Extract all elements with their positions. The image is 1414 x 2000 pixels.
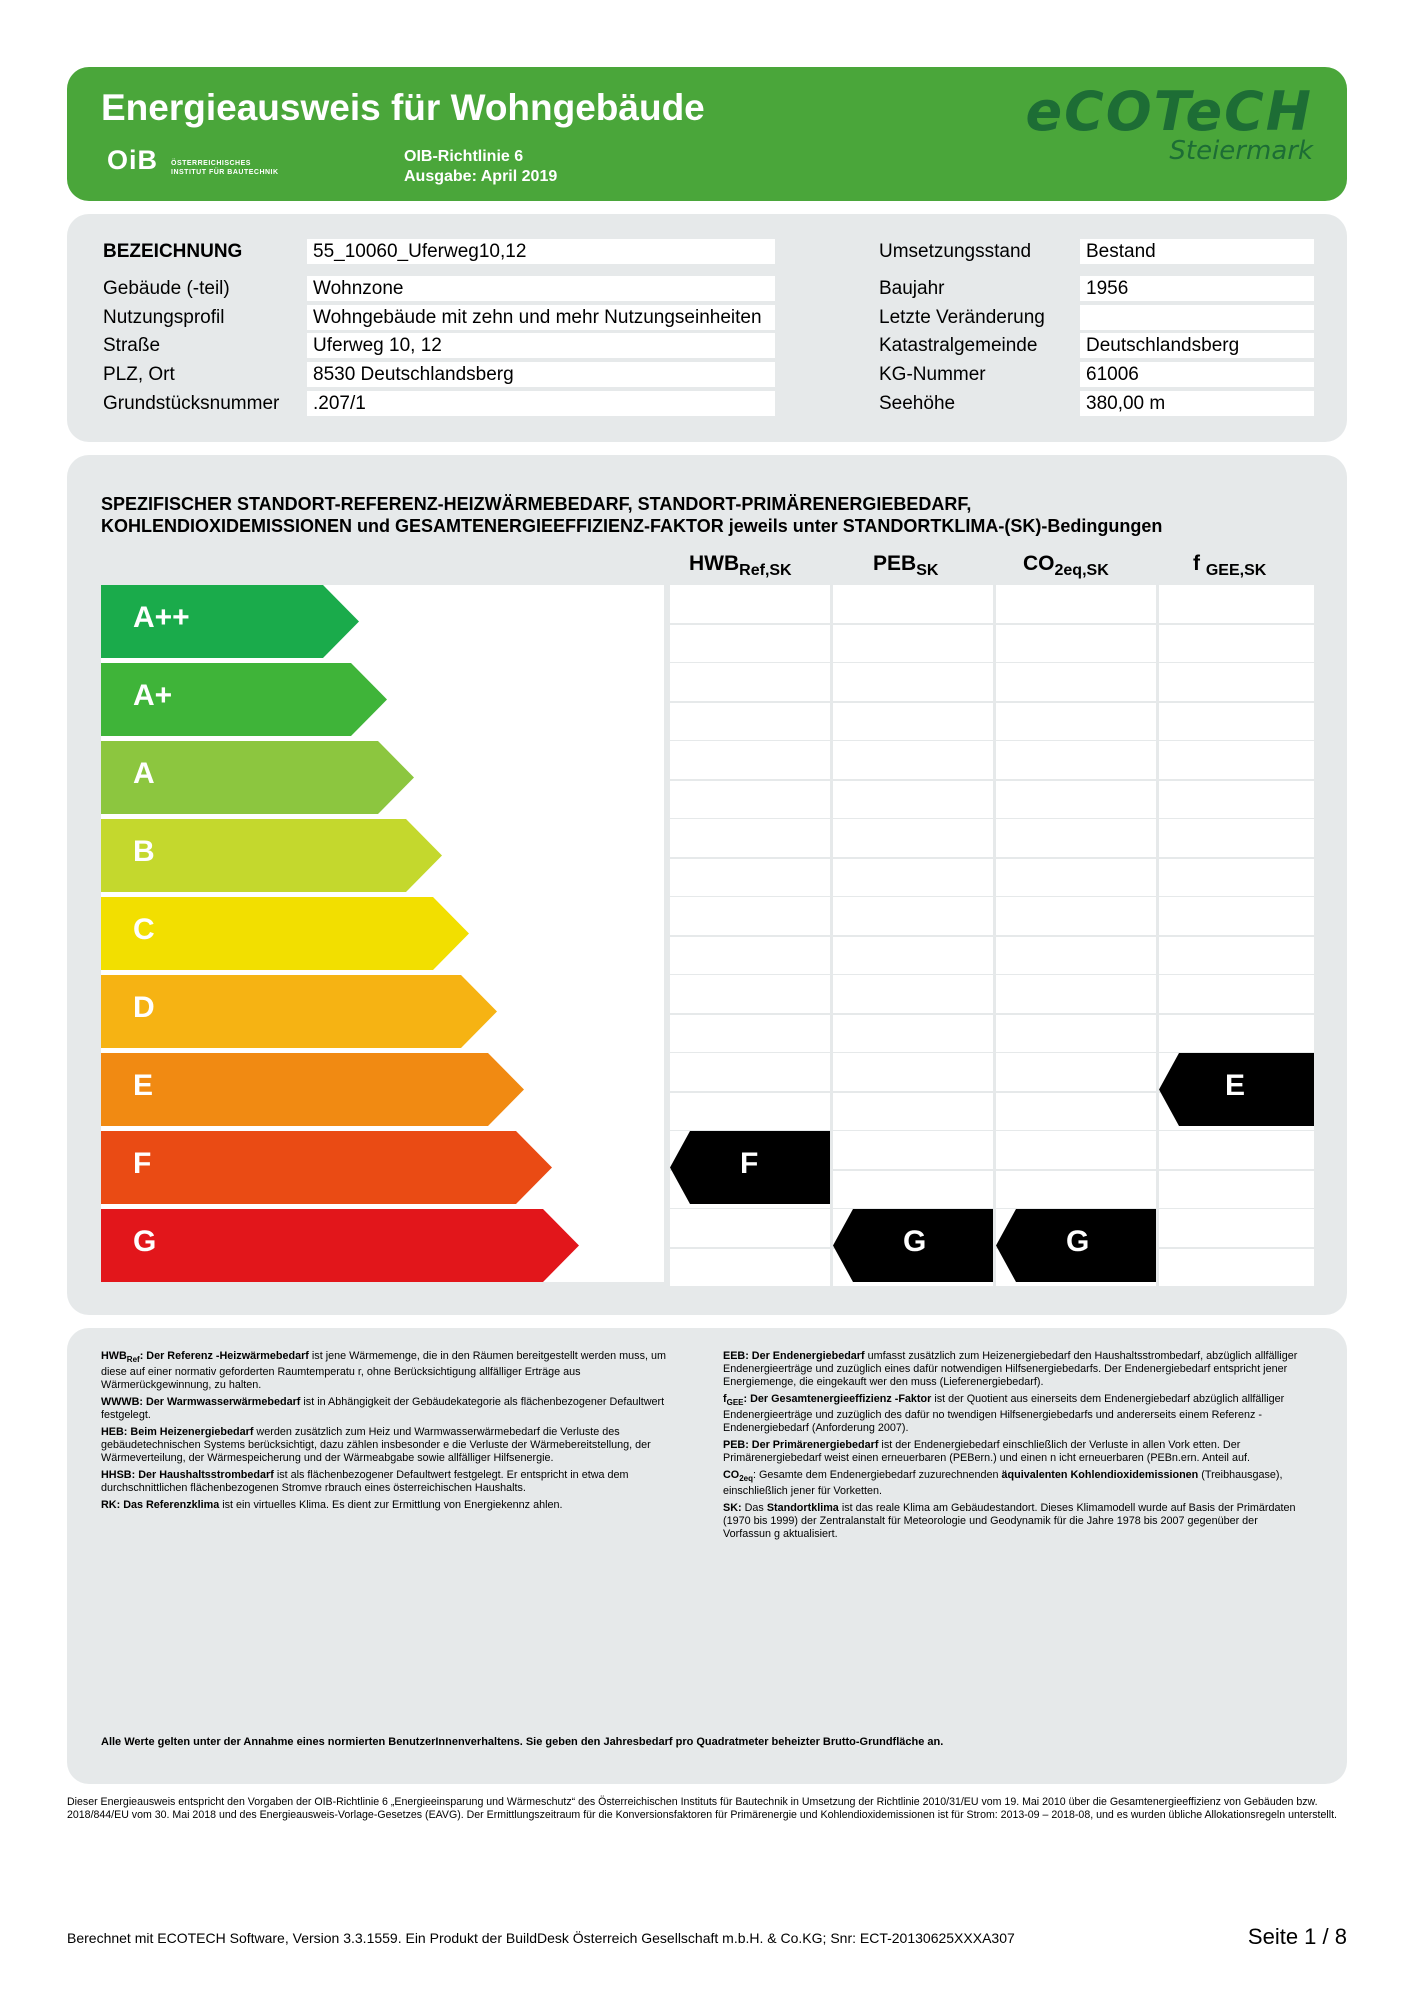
grid-cell: [833, 819, 993, 857]
umsetzung-label: Umsetzungsstand: [879, 241, 1032, 262]
grid-cell: [996, 585, 1156, 623]
def-co2-sub: 2eq: [739, 1474, 753, 1484]
scale-heading-line2: KOHLENDIOXIDEMISSIONEN und GESAMTENERGIEEFFIZIENZ-FAKTOR jeweils unter STANDORTKLIMA-(SK)-Bedingungen: [101, 516, 1163, 536]
def-fgee-term: f: [723, 1393, 727, 1405]
def-co2-name: äquivalenten Kohlendioxidemissionen: [1001, 1469, 1199, 1482]
strasse-label: Straße: [103, 335, 161, 356]
grid-cell: [833, 859, 993, 897]
def-hwb-name: Der Referenz -Heizwärmebedarf: [146, 1350, 309, 1362]
class-arrow-e: [101, 1053, 524, 1126]
class-arrow-label: A++: [133, 601, 190, 634]
grid-cell: [833, 741, 993, 779]
result-marker-fgee: [1159, 1053, 1314, 1126]
def-hhsb-term: HHSB:: [101, 1469, 136, 1482]
grid-cell: [996, 975, 1156, 1013]
assumption-note: Alle Werte gelten unter der Annahme eines normierten BenutzerInnenverhaltens. Sie geben den Jahresbedarf pro Quadratmeter beheizter Brutto-Grundfläche an.: [101, 1736, 944, 1748]
seehoehe-label: Seehöhe: [879, 393, 956, 414]
grid-cell: [996, 625, 1156, 663]
class-arrow-label: A+: [133, 679, 173, 712]
class-arrow-f: [101, 1131, 552, 1204]
def-sk-term: SK:: [723, 1502, 742, 1515]
grid-cell: [1159, 937, 1314, 975]
header-banner: [67, 67, 1347, 201]
column-header-peb-main: PEB: [873, 552, 917, 575]
class-arrow-label: A: [133, 757, 155, 790]
grid-cell: [996, 937, 1156, 975]
def-hhsb: [101, 1469, 681, 1495]
def-fgee-text: ist der Quotient aus einerseits dem Endenergiebedarf abzüglich allfälliger Endenergieerträge und zuzüglich des dafür no twendigen Hilfsenergiebedarfs und andererseits einem Referenz -Endenergiebedarf (Anforderung 2007).: [723, 1393, 1285, 1435]
def-sk: [723, 1502, 1303, 1541]
definitions-left: [101, 1350, 681, 1516]
grid-cell: [833, 703, 993, 741]
grid-cell: [670, 859, 830, 897]
def-heb-text: werden zusätzlich zum Heiz und Warmwasserwärmebedarf die Verluste des gebäudetechnischen Systems berücksichtigt, dazu zählen insbesonder e die Verluste der Wärmebereitstellung, der Wärmeverteilung, der Wärmespeicherung und der Wärmeabgabe sowie allfälliger Hilfsenergie.: [101, 1426, 651, 1465]
class-arrow-label: B: [133, 835, 155, 868]
def-fgee: $f_{GEE}$: Der Gesamtenergieeffizienz -Faktor ist der Quotient aus einerseits dem Endenergiebedarf abzüglich allfälliger Endenergieerträge und zuzüglich des dafür no twendigen Hilfsenergiebedarfs und andererseits einem Referenz -Endenergiebedarf (Anforderung 2007).: [723, 1393, 1285, 1435]
grid-cell: [1159, 585, 1314, 623]
gebaeude-label: Gebäude (-teil): [103, 278, 230, 299]
class-arrow-c: [101, 897, 469, 970]
grundstueck-value: .207/1: [307, 391, 775, 416]
veraenderung-label: Letzte Veränderung: [879, 307, 1045, 328]
grid-cell: [670, 741, 830, 779]
kg-value: 61006: [1080, 362, 1314, 387]
grid-cell: [670, 781, 830, 819]
baujahr-label: Baujahr: [879, 278, 945, 299]
grid-cell: [996, 1015, 1156, 1053]
grid-cell: [1159, 781, 1314, 819]
def-co2-text2: (Treibhausgase), einschließlich jener für Vorketten.: [723, 1469, 1283, 1498]
oib-logo: [107, 145, 307, 185]
oib-sub-line1: ÖSTERREICHISCHES: [171, 160, 251, 167]
column-header-peb: [873, 552, 938, 580]
grid-cell: [670, 1249, 830, 1287]
def-rk-name: Das Referenzklima: [123, 1499, 220, 1512]
scale-heading-line1: SPEZIFISCHER STANDORT-REFERENZ-HEIZWÄRMEBEDARF, STANDORT-PRIMÄRENERGIEBEDARF,: [101, 494, 972, 514]
grid-cell: [1159, 859, 1314, 897]
bezeichnung-value: 55_10060_Uferweg10,12: [307, 239, 775, 264]
def-wwwb-term: WWWB:: [101, 1396, 143, 1409]
grundstueck-label: Grundstücksnummer: [103, 393, 280, 414]
grid-cell: [833, 585, 993, 623]
gebaeude-value: Wohnzone: [307, 276, 775, 301]
grid-cell: [1159, 975, 1314, 1013]
software-credit: Berechnet mit ECOTECH Software, Version 3.3.1559. Ein Produkt der BuildDesk Österreich Gesellschaft m.b.H. & Co.KG; Snr: ECT-20130625XXXA307: [67, 1930, 1015, 1946]
ecotech-brand: eCOTeCH: [1025, 80, 1313, 143]
grid-cell: [1159, 663, 1314, 701]
definitions-panel: [67, 1328, 1347, 1784]
grid-cell: [833, 781, 993, 819]
grid-cell: [996, 1131, 1156, 1169]
definitions-right: [723, 1350, 1303, 1545]
grid-cell: [670, 1015, 830, 1053]
class-arrow-label: D: [133, 991, 155, 1024]
class-arrow-d: [101, 975, 497, 1048]
def-peb: [723, 1439, 1303, 1465]
strasse-value: Uferweg 10, 12: [307, 333, 775, 358]
grid-cell: [833, 1171, 993, 1209]
grid-cell: [1159, 741, 1314, 779]
grid-cell: [670, 975, 830, 1013]
def-co2-term: CO: [723, 1469, 740, 1482]
veraenderung-value: [1080, 305, 1314, 330]
grid-cell: [996, 1053, 1156, 1091]
def-hwb-sub: Ref: [126, 1355, 140, 1365]
grid-cell: [1159, 897, 1314, 935]
grid-cell: [833, 897, 993, 935]
def-sk-pre: Das: [744, 1502, 764, 1515]
result-marker-hwb: [670, 1131, 830, 1204]
def-sk-text: ist das reale Klima am Gebäudestandort. Dieses Klimamodell wurde auf Basis der Primärdaten (1970 bis 1999) der Zentralanstalt für Meteorologie und Geodynamik für die Jahre 1978 bis 2007 gegenüber der Vorfassun g aktualisiert.: [723, 1502, 1296, 1541]
def-hwb-term: HWB: [101, 1350, 127, 1362]
kg-label: KG-Nummer: [879, 364, 986, 385]
class-arrow-shape: [101, 897, 469, 970]
column-header-hwb-sub: Ref,SK: [739, 562, 792, 580]
column-header-fgee: [1193, 552, 1266, 580]
def-rk-text: ist ein virtuelles Klima. Es dient zur Ermittlung von Energiekennz ahlen.: [222, 1499, 563, 1512]
result-marker-peb: [833, 1209, 993, 1282]
grid-cell: [833, 975, 993, 1013]
grid-cell: [670, 625, 830, 663]
column-header-co2-main: CO: [1023, 552, 1055, 575]
katastral-label: Katastralgemeinde: [879, 335, 1038, 356]
def-heb-name: Beim Heizenergiebedarf: [130, 1426, 254, 1439]
result-marker-co2: [996, 1209, 1156, 1282]
def-wwwb-text: ist in Abhängigkeit der Gebäudekategorie als flächenbezogener Defaultwert festgelegt.: [101, 1396, 665, 1422]
grid-cell: [833, 937, 993, 975]
grid-cell: [996, 859, 1156, 897]
ausgabe-label: Ausgabe: April 2019: [404, 168, 558, 185]
def-wwwb-name: Der Warmwasserwärmebedarf: [145, 1396, 301, 1409]
grid-cell: [833, 663, 993, 701]
class-arrow-shape: [101, 1131, 552, 1204]
grid-cell: [670, 1093, 830, 1131]
column-header-hwb: [689, 552, 792, 580]
class-arrow-aplus: [101, 663, 387, 736]
grid-cell: [996, 1171, 1156, 1209]
nutzungsprofil-label: Nutzungsprofil: [103, 307, 225, 328]
ecotech-region: Steiermark: [1169, 136, 1313, 166]
building-info-panel: [67, 214, 1347, 442]
def-hhsb-text: ist als flächenbezogener Defaultwert festgelegt. Er entspricht in etwa dem durchschnittlichen flächenbezogenen Stromve rbrauch eines österreichischen Haushalts.: [101, 1469, 629, 1495]
page-number: Seite 1 / 8: [1247, 1924, 1347, 1949]
def-sk-name: Standortklima: [766, 1502, 839, 1515]
class-arrow-label: F: [133, 1147, 152, 1180]
grid-cell: [996, 1093, 1156, 1131]
grid-cell: [833, 1131, 993, 1169]
grid-cell: [1159, 819, 1314, 857]
energy-scale-grid: [101, 550, 1314, 1282]
column-headers: [101, 550, 1314, 585]
grid-cell: [670, 1209, 830, 1247]
grid-cell: [1159, 703, 1314, 741]
class-arrow-g: [101, 1209, 579, 1282]
class-arrow-shape: [101, 1053, 524, 1126]
richtlinie-label: OIB-Richtlinie 6: [404, 148, 524, 165]
class-arrow-label: C: [133, 913, 155, 946]
document-title: Energieausweis für Wohngebäude: [101, 87, 705, 128]
grid-cell: [1159, 1209, 1314, 1247]
def-peb-text: ist der Endenergiebedarf einschließlich der Verluste in allen Vork etten. Der Primärenergiebedarf weist einen erneuerbaren (PEBern.) und einen n icht erneuerbaren (PEBn.ern. Anteil auf.: [723, 1439, 1250, 1465]
def-eeb-name: Der Endenergiebedarf: [751, 1350, 865, 1362]
def-fgee-name: Der Gesamtenergieeffizienz -Faktor: [750, 1393, 932, 1405]
def-heb-term: HEB:: [101, 1426, 128, 1439]
result-marker-label: G: [1066, 1225, 1090, 1258]
def-hwb: $HWB_{Ref}$: Der Referenz -Heizwärmebedarf ist jene Wärmemenge, die in den Räumen bereitgestellt werden muss, um diese auf einer normativ geforderten Raumtemperatu r, ohne Berücksichtigung allfälliger Erträge aus Wärmerückgewinnung, zu halten.: [101, 1350, 666, 1392]
baujahr-value: 1956: [1080, 276, 1314, 301]
energy-scale-panel: [67, 455, 1347, 1315]
plz-label: PLZ, Ort: [103, 364, 175, 385]
class-arrow-aplusplus: [101, 585, 359, 658]
grid-cell: [996, 897, 1156, 935]
grid-cell: [996, 741, 1156, 779]
def-wwwb: [101, 1396, 681, 1422]
column-header-co2-sub: 2eq,SK: [1054, 562, 1109, 580]
def-hwb-text: ist jene Wärmemenge, die in den Räumen bereitgestellt werden muss, um diese auf einer normativ geforderten Raumtemperatu r, ohne Berücksichtigung allfälliger Erträge aus Wärmerückgewinnung, zu halten.: [101, 1350, 666, 1392]
result-marker-label: G: [903, 1225, 927, 1258]
def-peb-term: PEB:: [723, 1439, 749, 1452]
grid-cell: [670, 937, 830, 975]
grid-cell: [996, 703, 1156, 741]
column-header-co2: [1023, 552, 1109, 580]
grid-cell: [1159, 1249, 1314, 1287]
oib-sub-line2: INSTITUT FÜR BAUTECHNIK: [171, 169, 279, 176]
column-header-fgee-main: f: [1193, 552, 1206, 575]
class-arrow-a: [101, 741, 414, 814]
grid-cell: [833, 1093, 993, 1131]
plz-value: 8530 Deutschlandsberg: [307, 362, 775, 387]
result-marker-label: E: [1225, 1069, 1246, 1102]
column-header-fgee-sub: GEE,SK: [1205, 562, 1267, 580]
umsetzung-value: Bestand: [1080, 239, 1314, 264]
def-fgee-sub: GEE: [726, 1398, 744, 1408]
oib-logo-subtitle: [171, 159, 279, 177]
grid-cell: [670, 819, 830, 857]
richtlinie-info: [404, 147, 557, 187]
def-eeb-term: EEB:: [723, 1350, 749, 1362]
scale-heading: [101, 493, 1162, 537]
def-peb-name: Der Primärenergiebedarf: [751, 1439, 879, 1452]
grid-cell: [1159, 1015, 1314, 1053]
grid-cell: [670, 897, 830, 935]
katastral-value: Deutschlandsberg: [1080, 333, 1314, 358]
ecotech-logo: [1025, 80, 1313, 166]
grid-cell: [996, 663, 1156, 701]
def-rk-term: RK:: [101, 1499, 121, 1512]
grid-cell: [996, 819, 1156, 857]
oib-logo-text: OiB: [107, 145, 159, 175]
class-arrow-shape: [101, 975, 497, 1048]
grid-cell: [1159, 1171, 1314, 1209]
grid-cell: [996, 781, 1156, 819]
def-hhsb-name: Der Haushaltsstrombedarf: [138, 1469, 274, 1482]
class-arrow-shape: [101, 1209, 579, 1282]
grid-cell: [670, 663, 830, 701]
grid-cell: [833, 1053, 993, 1091]
grid-cell: [1159, 1131, 1314, 1169]
def-eeb: [723, 1350, 1303, 1389]
result-marker-label: F: [740, 1147, 759, 1180]
seehoehe-value: 380,00 m: [1080, 391, 1314, 416]
grid-cell: [833, 625, 993, 663]
def-eeb-text: umfasst zusätzlich zum Heizenergiebedarf den Haushaltsstrombedarf, abzüglich allfälliger Endenergieerträge und zuzüglich eines dafür notwendigen Hilfsenergiebedarfs. Der Endenergiebedarf entspricht jener Energiemenge, die eingekauft wer den muss (Lieferenergiebedarf).: [723, 1350, 1298, 1388]
class-arrow-label: E: [133, 1069, 154, 1102]
grid-cell: [1159, 625, 1314, 663]
column-header-hwb-main: HWB: [689, 552, 740, 575]
nutzungsprofil-value: Wohngebäude mit zehn und mehr Nutzungseinheiten: [307, 305, 775, 330]
grid-cell: [670, 1053, 830, 1091]
def-rk: [101, 1499, 681, 1512]
legal-footnote: Dieser Energieausweis entspricht den Vorgaben der OIB-Richtlinie 6 „Energieeinsparung und Wärmeschutz“ des Österreichischen Instituts für Bautechnik in Umsetzung der Richtlinie 2010/31/EU vom 19. Mai 2010 über die Gesamtenergieeffizienz von Gebäuden bzw. 2018/844/EU vom 30. Mai 2018 und des Energieausweis-Vorlage-Gesetzes (EAVG). Der Ermittlungszeitraum für die Konversionsfaktoren für Primärenergie und Kohlendioxidemissionen ist für Strom: 2013-09 – 2018-08, und es wurden übliche Allokationsregeln unterstellt.: [67, 1796, 1337, 1821]
def-co2-text1: : Gesamte dem Endenergiebedarf zuzurechnenden: [753, 1469, 999, 1482]
class-arrow-b: [101, 819, 442, 892]
grid-cell: [670, 585, 830, 623]
bezeichnung-label: BEZEICHNUNG: [103, 241, 243, 262]
column-header-peb-sub: SK: [916, 562, 939, 580]
grid-cell: [670, 703, 830, 741]
def-co2: [723, 1469, 1303, 1498]
def-heb: [101, 1426, 681, 1465]
grid-cell: [833, 1015, 993, 1053]
class-arrow-label: G: [133, 1225, 157, 1258]
